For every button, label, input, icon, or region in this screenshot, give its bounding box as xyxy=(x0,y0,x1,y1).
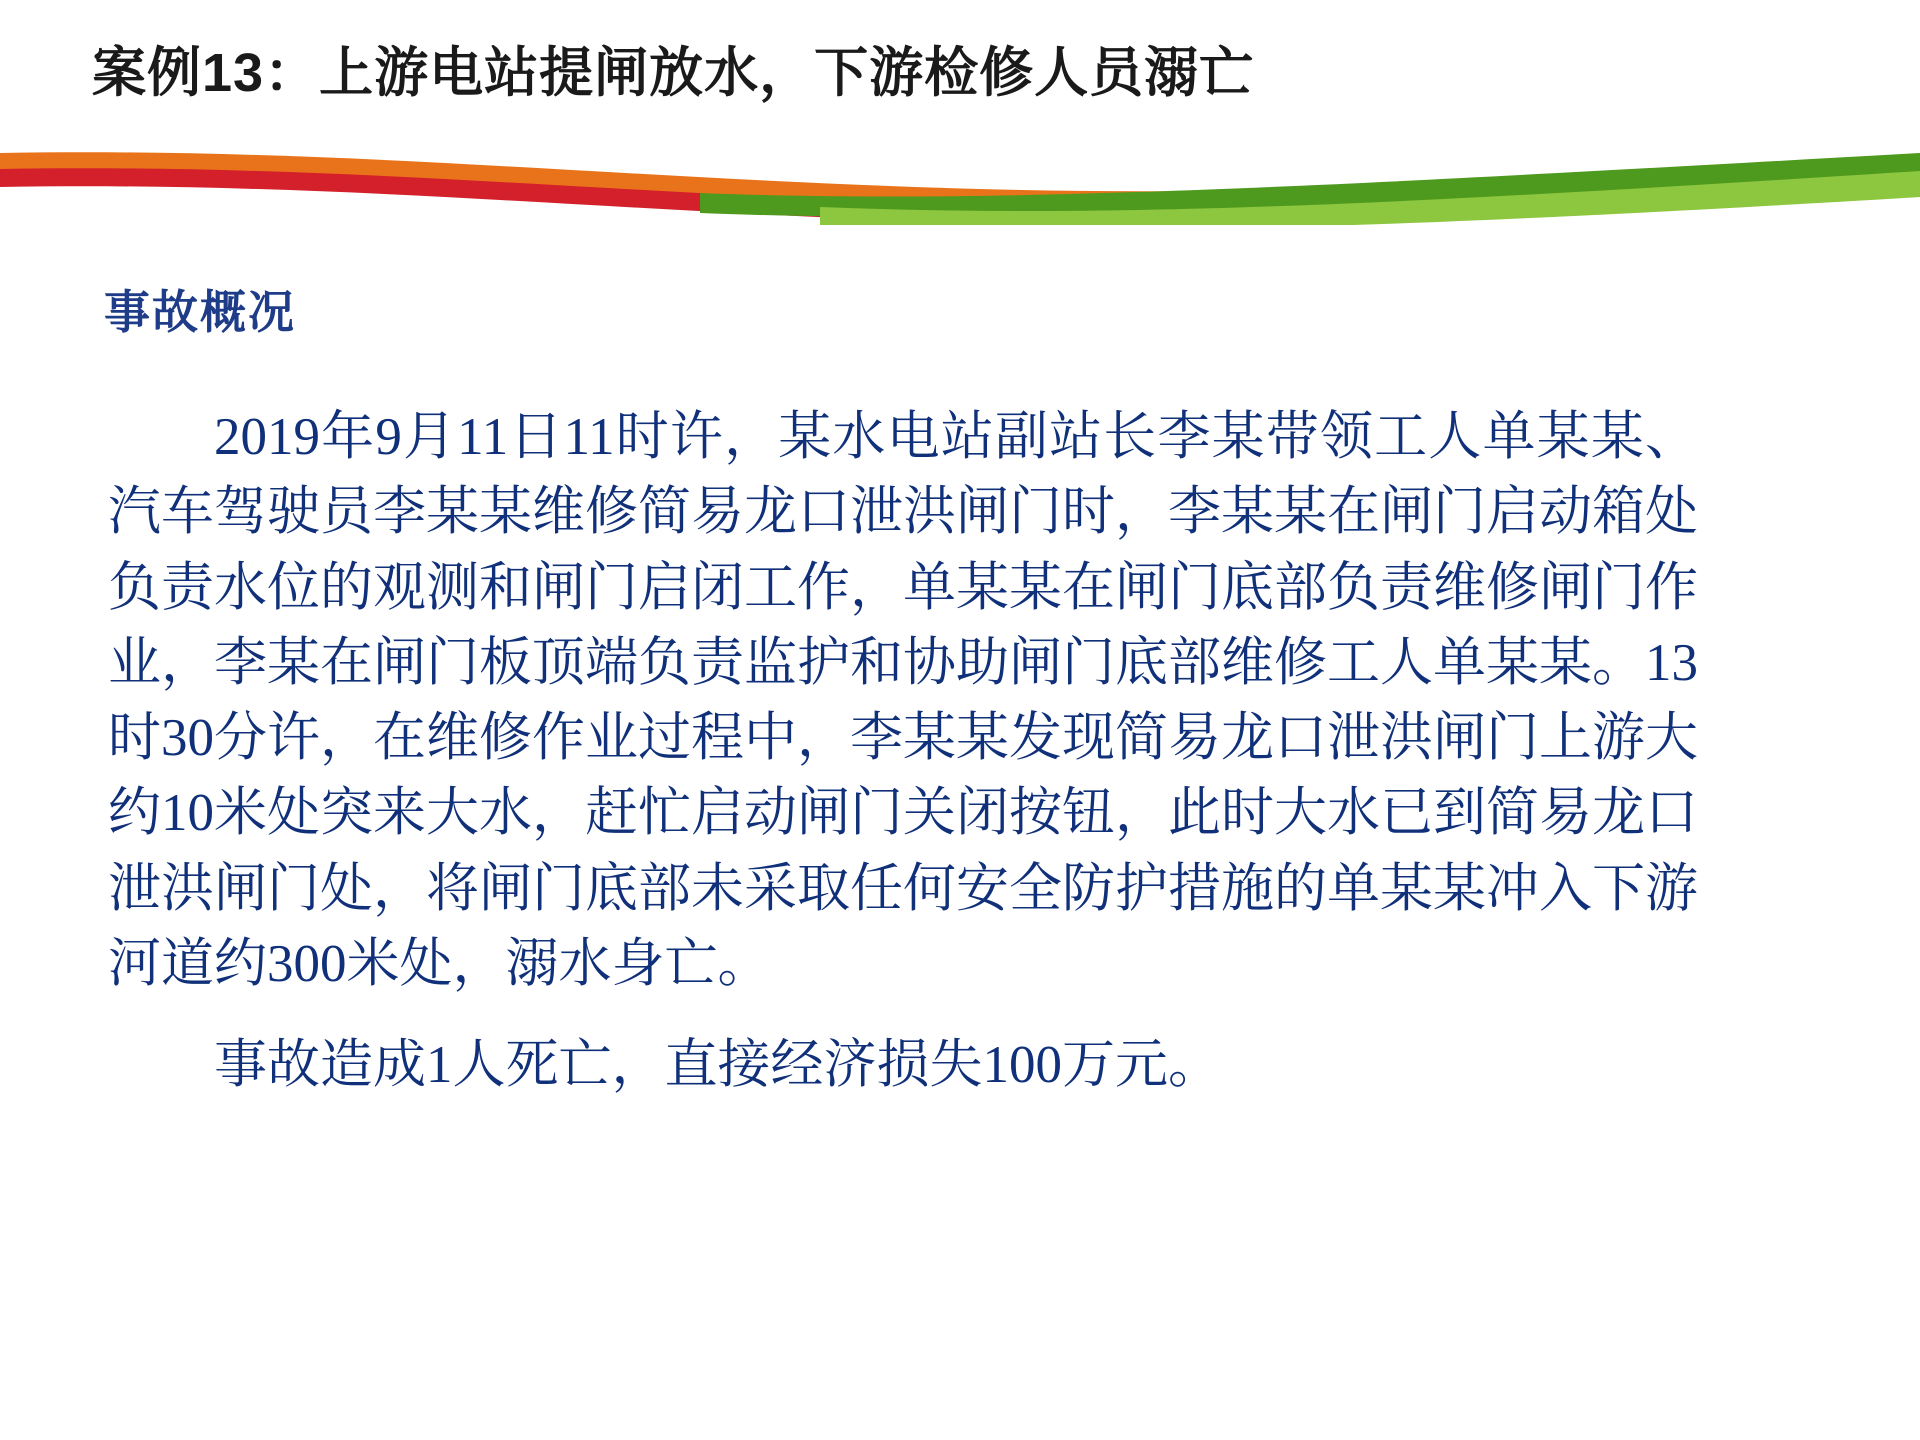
section-heading: 事故概况 xyxy=(104,286,296,338)
paragraph-1: 2019年9月11日11时许，某水电站副站长李某带领工人单某某、汽车驾驶员李某某维修简易龙口泄洪闸门时，李某某在闸门启动箱处负责水位的观测和闸门启闭工作，单某某在闸门底部负责维修闸门作业，李某在闸门板顶端负责监护和协助闸门底部维修工人单某某。13时30分许，在维修作业过程中，李某某发现简易龙口泄洪闸门上游大约10米处突来大水，赶忙启动闸门关闭按钮，此时大水已到简易龙口泄洪闸门处，将闸门底部未采取任何安全防护措施的单某某冲入下游河道约300米处，溺水身亡。 xyxy=(108,408,1698,993)
body-content xyxy=(108,400,1698,1103)
decorative-ribbon-band xyxy=(0,145,1920,225)
ribbon-graphic xyxy=(0,145,1920,225)
page-title: 案例13：上游电站提闸放水，下游检修人员溺亡 xyxy=(92,43,1255,103)
paragraph-2: 事故造成1人死亡，直接经济损失100万元。 xyxy=(214,1036,1221,1094)
